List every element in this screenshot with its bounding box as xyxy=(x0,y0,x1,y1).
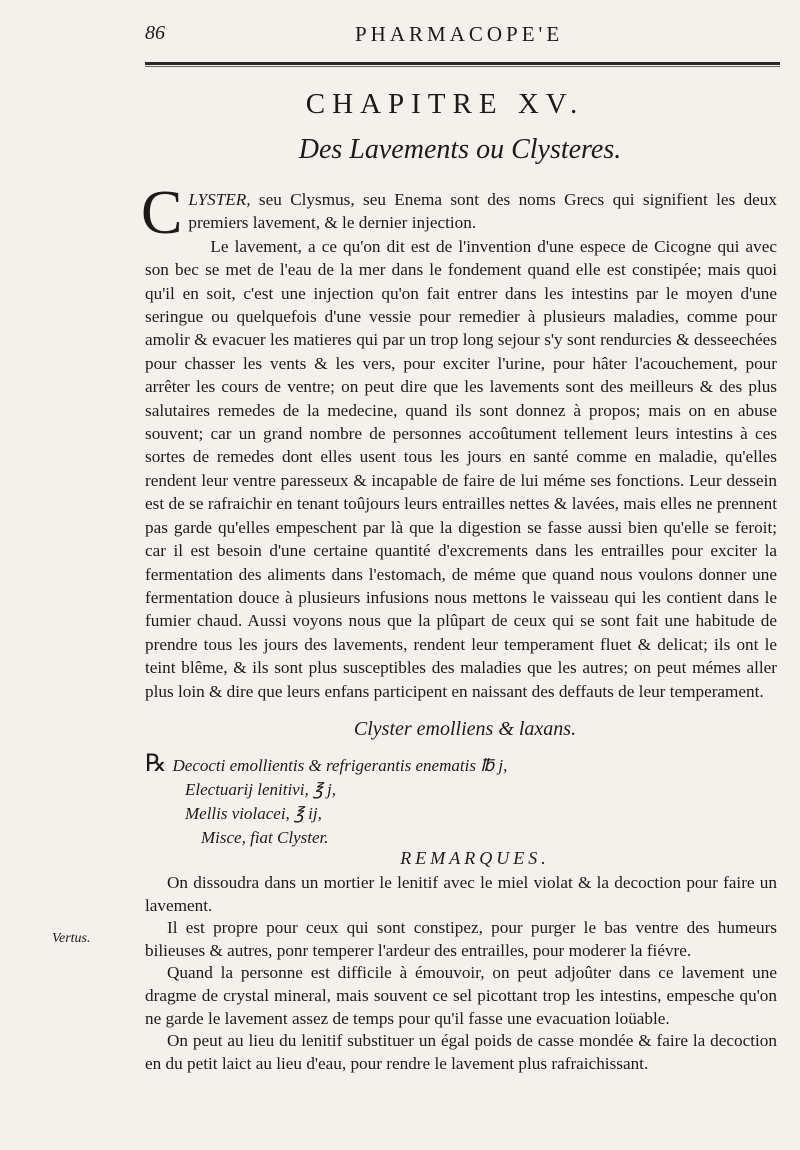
header-rule xyxy=(145,62,780,65)
running-head: PHARMACOPE'E xyxy=(355,22,564,46)
page-number: 86 xyxy=(145,22,165,44)
recipe-line: Misce, fiat Clyster. xyxy=(201,828,329,847)
remarks-paragraph: Quand la personne est difficile à émouvoir, on peut adjoûter dans ce lavement une dragme de crystal mineral, mais souvent ce sel picottant trop les intestins, empesche qu'on ne garde le lavement assez de temps pour qu'il fasse une evacuation loüable. xyxy=(145,963,777,1028)
section-title: Des Lavements ou Clysteres. xyxy=(298,134,622,165)
page-header xyxy=(145,22,785,48)
remarks-paragraph: On dissoudra dans un mortier le lenitif avec le miel violat & la decoction pour faire un lavement. xyxy=(145,873,777,915)
remarks-title: REMARQUES. xyxy=(400,848,550,868)
recipe-symbol: ℞ xyxy=(145,751,167,777)
recipe xyxy=(145,752,745,850)
chapter-title: CHAPITRE XV. xyxy=(305,88,585,120)
paragraph-1-lead: LYSTER, xyxy=(188,190,251,209)
recipe-line: ℞ Decocti emollientis & refrigerantis enematis ℔ j, xyxy=(145,751,508,777)
drop-cap: C xyxy=(141,179,183,247)
main-text xyxy=(141,179,777,703)
remarks-paragraph: On peut au lieu du lenitif substituer un égal poids de casse mondée & faire la decoction en du petit laict au lieu d'eau, pour rendre le lavement plus rafraichissant. xyxy=(145,1031,777,1073)
remarks-paragraph: Il est propre pour ceux qui sont constipez, pour purger le bas ventre des humeurs bilieuses & autres, ponr temperer l'ardeur des entrailles, pour moderer la fiévre. xyxy=(145,918,777,960)
paragraph-1-text: seu Clysmus, seu Enema sont des noms Grecs qui signifient les deux premiers lavement, & le dernier injection. xyxy=(188,190,777,233)
recipe-line: Mellis violacei, ℥ ij, xyxy=(185,804,322,823)
header-rule-thin xyxy=(145,66,780,67)
recipe-title: Clyster emolliens & laxans. xyxy=(353,718,577,740)
recipe-line: Electuarij lenitivi, ℥ j, xyxy=(185,780,336,799)
margin-note: Vertus. xyxy=(52,931,91,946)
paragraph-2: Le lavement, a ce qu'on dit est de l'invention d'une espece de Cicogne qui avec son bec se met de l'eau de la mer dans le fondement quand elle est constipée; mais quoi qu'il en soit, c'est une injection qu'on fait entrer dans les intestins par le moyen d'une seringue ou quelquefois d'une vessie pour remedier à plusieurs maladies, comme pour amolir & evacuer les matieres qui par un trop long sejour s'y sont rendurcies & desseechées pour chasser les vents & les vers, pour exciter l'urine, pour hâter l'acouchement, pour arrêter les cours de ventre; on peut dire que les lavements sont des meilleurs & des plus salutaires remedes de la medecine, quand ils sont donnez à propos; mais on en abuse souvent; car un grand nombre de personnes accoûtument tellement leurs intestins à ces sortes de remedes dont elles usent tous les jours en santé comme en maladie, qu'elles rendent leur ventre paresseux & incapable de faire de lui méme ses fonctions. Leur dessein est de se rafraichir en tenant toûjours leurs entrailles nettes & lavées, mais elles ne prennent pas garde qu'elles empeschent par là que la digestion se fasse aussi bien qu'elle se feroit; car il est besoin d'une certaine quantité d'excrements dans les entrailles pour exciter la fermentation des aliments dans l'estomach, de méme que quand nous voulons donner une fermentation douce à plusieurs infusions nous mettons le vaisseau qui les contient dans le fumier chaud. Aussi voyons nous que la plûpart de ceux qui se sont fait une habitude de prendre tous les jours des lavements, rendent leur temperament fluet & delicat; ils ont le teint blême, & ils sont plus susceptibles des maladies que les autres; on peut mémes aller plus loin & dire que leurs enfans participent en naissant des deffauts de leur temperament. xyxy=(145,236,777,701)
remarks-text xyxy=(145,872,777,1075)
paragraph-1 xyxy=(141,179,777,247)
